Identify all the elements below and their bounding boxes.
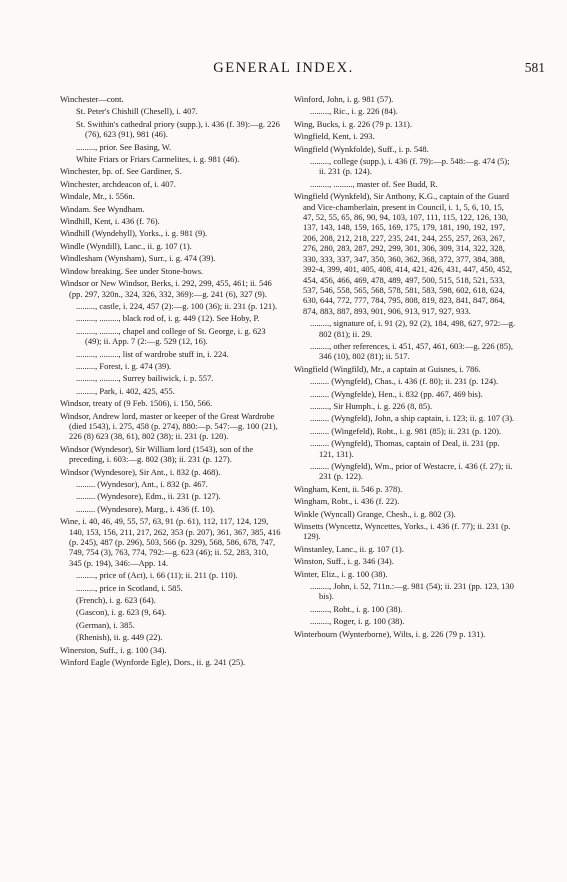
index-entry: Winchester, archdeacon of, i. 407. xyxy=(60,178,176,189)
index-entry: St. Peter's Chishill (Chesell), i. 407. xyxy=(76,106,198,117)
index-entry: Winter, Eliz., i. g. 100 (38). xyxy=(294,568,388,579)
index-entry: ......... (Wyngfeld), Wm., prior of Westacre, i. 436 (f. 27); ii. 231 (p. 122). xyxy=(310,461,513,482)
index-entry: ........., prior. See Basing, W. xyxy=(76,141,172,152)
page-number: 581 xyxy=(524,60,545,75)
index-entry: (Rhenish), ii. g. 449 (22). xyxy=(76,632,163,643)
index-entry: Winston, Suff., i. g. 346 (34). xyxy=(294,556,394,567)
index-entry: ........., ........., chapel and college of St. George, i. g. 623 (49); ii. App. 7 (2:—g. 529 (12, 16). xyxy=(76,325,266,347)
running-title: GENERAL INDEX. xyxy=(213,60,354,76)
index-entry: ......... (Wyngfelde), Hen., i. 832 (pp. 467, 469 bis). xyxy=(310,388,483,399)
index-entry: ........., signature of, i. 91 (2), 92 (2), 184, 498, 627, 972:—g. 802 (81); ii. 29. xyxy=(310,318,516,339)
index-entry: ........., ........., master of. See Budd, R. xyxy=(310,178,438,189)
index-entry: Winsetts (Wyncettz, Wyncettes, Yorks., i. 436 (f. 77); ii. 231 (p. 129). xyxy=(294,521,511,542)
index-entry: ........., ........., list of wardrobe stuff in, i. 224. xyxy=(76,348,229,359)
index-entry: Winterbourn (Wynterborne), Wilts, i. g. 226 (79 p. 131). xyxy=(294,628,486,639)
index-entry: ........., Robt., i. g. 100 (38). xyxy=(310,603,403,614)
index-entry: (Gascon), i. g. 623 (9, 64). xyxy=(76,607,167,618)
index-entry: ........., castle, i. 224, 457 (2):—g. 100 (36); ii. 231 (p. 121). xyxy=(76,300,278,311)
index-entry: Winford Eagle (Wynforde Egle), Dors., ii. g. 241 (25). xyxy=(60,657,246,668)
index-entry: Wingham, Kent, ii. 546 p. 378). xyxy=(294,483,403,494)
index-entry: ........., price of (Act), i. 66 (11); ii. 211 (p. 110). xyxy=(76,570,238,581)
index-entry: Windsor (Wyndesore), Sir Ant., i. 832 (p. 468). xyxy=(60,466,221,477)
index-entry: Windsor or New Windsor, Berks, i. 292, 299, 455, 461; ii. 546 (pp. 297, 320n., 324, 326, 332, 369):—g. 241 (6), 327 (9). xyxy=(60,278,272,299)
index-entry: ........., Roger, i. g. 100 (38). xyxy=(310,616,405,627)
index-entry: ........., ........., black rod of, i. g. 449 (12). See Hoby, P. xyxy=(76,313,260,324)
index-entry: Windsor, treaty of (9 Feb. 1506), i. 150, 566. xyxy=(60,398,213,409)
index-entry: White Friars or Friars Carmelites, i. g. 981 (46). xyxy=(76,154,240,165)
index-entry: ........., Ric., i. g. 226 (84). xyxy=(310,106,398,117)
index-entry: (French), i. g. 623 (64). xyxy=(76,595,156,606)
index-entry: ......... (Wyngfeld), John, a ship captain, i. 123; ii. g. 107 (3). xyxy=(310,413,515,424)
index-entry: Windam. See Wyndham. xyxy=(60,203,145,214)
index-entry: ........., Forest, i. g. 474 (39). xyxy=(76,360,172,371)
index-entry: ........., ........., Surrey bailiwick, i. p. 557. xyxy=(76,373,214,384)
index-entry: ........., Park, i. 402, 425, 455. xyxy=(76,385,175,396)
index-entry: ........., John, i. 52, 711n.:—g. 981 (54); ii. 231 (pp. 123, 130 bis). xyxy=(310,581,514,602)
index-entry: Winchester—cont. xyxy=(60,94,124,104)
index-entry: ......... (Wyndesor), Ant., i. 832 (p. 467. xyxy=(76,479,208,489)
index-entry: Wingfield (Wynkfolde), Suff., i. p. 548. xyxy=(294,143,429,154)
index-column-right xyxy=(294,94,516,641)
index-entry: ........., Sir Humph., i. g. 226 (8, 85). xyxy=(310,400,433,411)
index-entry: Wingfield (Wynkfeld), Sir Anthony, K.G., captain of the Guard and Vice-chamberlain, present in Council, i. 1, 5, 6, 10, 15, 47, 52, 55, 65, 86, 90, 94, 103, 107, 111, 115, 122, 126, 130, 137, 143, 148, 159, 165, 169, 175, 179, 181, 190, 192, 197, 206, 208, 212, 218, 227, 235, 241, 244, 255, 257, 263, 267, 276, 280, 283, 287, 292, 299, 301, 306, 309, 314, 322, 328, 330, 333, 337, 347, 350, 360, 362, 368, 372, 377, 384, 388, 392-4, 399, 401, 405, 408, 414, 421, 426, 431, 447, 450, 452, 454, 456, 466, 469, 478, 489, 497, 500, 515, 518, 521, 533, 537, 546, 558, 565, 568, 578, 581, 583, 598, 602, 618, 624, 630, 644, 772, 777, 784, 795, 808, 819, 823, 841, 847, 864, 874, 883, 887, 893, 901, 906, 913, 917, 927, 933. xyxy=(294,191,512,316)
index-entry: ......... (Wyngfeld), Thomas, captain of Deal, ii. 231 (pp. 121, 131). xyxy=(310,438,500,459)
index-entry: Windle (Wyndill), Lanc., ii. g. 107 (1). xyxy=(60,240,192,251)
index-entry: St. Swithin's cathedral priory (supp.), i. 436 (f. 39):—g. 226 (76), 623 (91), 981 (46). xyxy=(76,118,280,140)
index-entry: Wingfield, Kent, i. 293. xyxy=(294,131,375,142)
index-entry: Windlesham (Wynsham), Surr., i. g. 474 (39). xyxy=(60,253,216,264)
index-entry: Winchester, bp. of. See Gardiner, S. xyxy=(60,166,182,177)
index-entry: Window breaking. See under Stone-bows. xyxy=(60,265,204,276)
index-entry: ........., other references, i. 451, 457, 461, 603:—g. 226 (85), 346 (10), 802 (81); ii. 517. xyxy=(310,340,514,362)
page-header xyxy=(0,60,567,80)
index-entry: Winford, John, i. g. 981 (57). xyxy=(294,94,394,104)
index-entry: ........., price in Scotland, i. 585. xyxy=(76,582,183,593)
index-entry: Windsor, Andrew lord, master or keeper of the Great Wardrobe (died 1543), i. 275, 458 (p. 274), 880:—p. 547:—g. 100 (21), 226 (8) 623 (38, 61), 802 (38); ii. 231 (p. 120). xyxy=(60,410,278,442)
index-entry: Windhill (Wyndehyll), Yorks., i. g. 981 (9). xyxy=(60,228,208,239)
index-entry: Winstanley, Lanc., ii. g. 107 (1). xyxy=(294,543,404,554)
index-entry: Wingfield (Wingfild), Mr., a captain at Guisnes, i. 786. xyxy=(294,363,481,374)
index-entry: Winkle (Wyncall) Grange, Chesh., i. g. 802 (3). xyxy=(294,508,456,519)
index-entry: Wingham, Robt., i. 436 (f. 22). xyxy=(294,496,400,507)
index-entry: Windsor (Wyndesor), Sir William lord (1543), son of the preceding, i. 603:—g. 802 (38); ii. 231 (p. 127). xyxy=(60,443,254,465)
index-entry: Windhill, Kent, i. 436 (f. 76). xyxy=(60,216,160,227)
index-entry: Windale, Mr., i. 556n. xyxy=(60,191,135,202)
index-entry: (German), i. 385. xyxy=(76,619,135,630)
index-entry: Wine, i. 40, 46, 49, 55, 57, 63, 91 (p. 61), 112, 117, 124, 129, 140, 153, 156, 211, 217, 262, 353 (p. 207), 361, 367, 385, 416 (p. 245), 487 (p. 296), 503, 566 (p. 329), 568, 586, 678, 747, 749, 754 (3), 763, 774, 792:—g. 623 (46); ii. 52, 283, 310, 345 (p. 194), 346:—App. 14. xyxy=(60,516,281,568)
index-entry: ......... (Wyngfeld), Chas., i. 436 (f. 80); ii. 231 (p. 124). xyxy=(310,376,499,387)
index-column-left xyxy=(60,94,282,670)
index-entry: ........., college (supp.), i. 436 (f. 79):—p. 548:—g. 474 (5); ii. 231 (p. 124). xyxy=(310,156,510,177)
index-entry: ......... (Wyndesore), Edm., ii. 231 (p. 127). xyxy=(76,491,221,502)
index-entry: ......... (Wingefeld), Robt., i. g. 981 (85); ii. 231 (p. 120). xyxy=(310,425,502,436)
index-entry: Wing, Bucks, i. g. 226 (79 p. 131). xyxy=(294,118,412,129)
index-entry: Winerston, Suff., i. g. 100 (34). xyxy=(60,644,167,655)
index-entry: ......... (Wyndesore), Marg., i. 436 (f. 10). xyxy=(76,503,215,514)
